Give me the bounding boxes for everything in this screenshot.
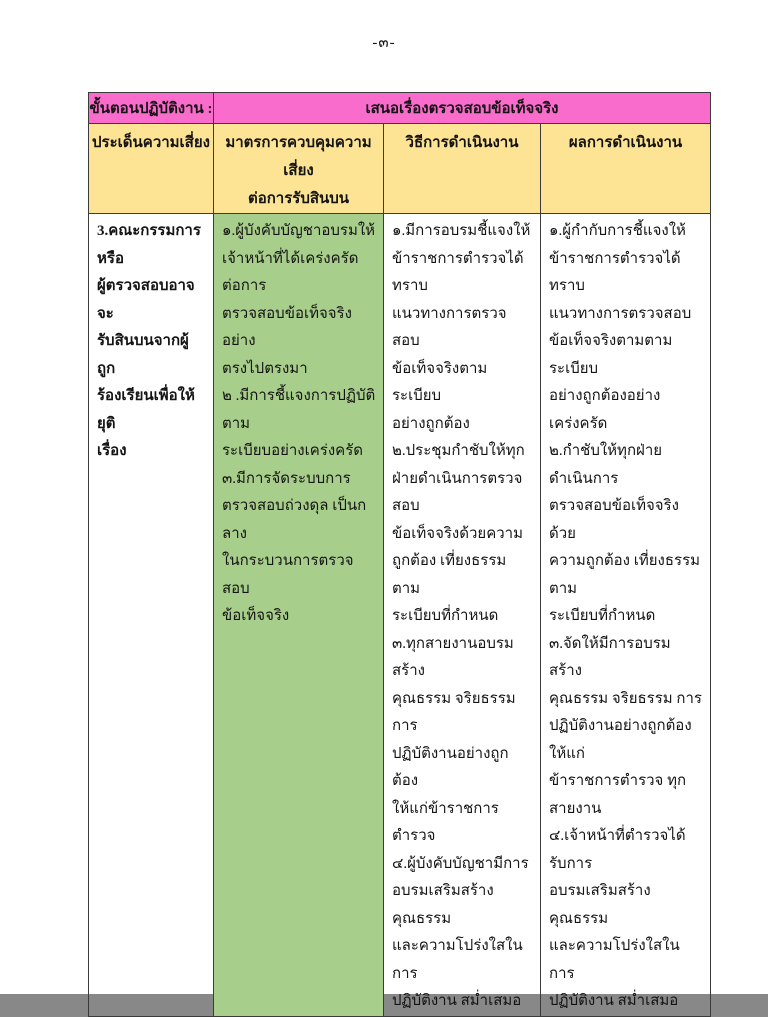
text-line: ปฏิบัติงานอย่างถูกต้องให้แก่ — [549, 718, 692, 762]
text-line: เจ้าหน้าที่ได้เคร่งครัดต่อการ — [222, 250, 359, 294]
text-line: ข้อเท็จจริงตามตามระเบียบ — [549, 333, 673, 377]
page-number: -๓- — [372, 35, 396, 51]
text-line: อบรมเสริมสร้างคุณธรรม — [392, 883, 494, 927]
text-line: ถูกต้อง เที่ยงธรรม ตาม — [392, 553, 507, 597]
text-line: ๒.กำชับให้ทุกฝ่ายดำเนินการ — [549, 443, 663, 487]
text-line: ๒ .มีการชี้แจงการปฏิบัติตาม — [222, 388, 376, 432]
risk-cell — [89, 214, 214, 1017]
step-header-row — [89, 93, 711, 124]
table-row — [89, 214, 711, 1017]
text-line: ประเด็นความเสี่ยง — [92, 135, 210, 151]
text-line: ข้อเท็จจริง — [222, 608, 290, 624]
text-line: และความโปร่งใสในการ — [392, 938, 523, 982]
methods-cell — [384, 214, 541, 1017]
text-line: ตรวจสอบข้อเท็จจริงด้วย — [549, 498, 679, 542]
text-line: ระเบียบที่กำหนด — [549, 608, 656, 624]
results-cell — [541, 214, 711, 1017]
text-line: แนวทางการตรวจสอบ — [392, 305, 507, 349]
column-header-risk — [89, 124, 214, 214]
text-line: ข้อเท็จจริงด้วยความ — [392, 525, 523, 542]
text-line: ตรวจสอบข้อเท็จจริงอย่าง — [222, 305, 352, 349]
text-line: ปฏิบัติงาน สม่ำเสมอ — [392, 993, 522, 1009]
text-line: ตรงไปตรงมา — [222, 360, 308, 377]
column-header-row — [89, 124, 711, 214]
text-line: ร้องเรียนเพื่อให้ยุติ — [97, 388, 195, 432]
text-line: และความโปร่งใสในการ — [549, 938, 680, 982]
text-line: รับสินบนจากผู้ถูก — [97, 333, 189, 377]
measures-cell — [214, 214, 384, 1017]
text-line: ๑.ผู้บังคับบัญชาอบรมให้ — [222, 223, 376, 239]
text-line: ข้าราชการตำรวจได้ทราบ — [549, 250, 681, 294]
text-line: ให้แก่ข้าราชการตำรวจ — [392, 800, 499, 844]
text-line: ผู้ตรวจสอบอาจจะ — [97, 278, 195, 322]
text-line: อบรมเสริมสร้างคุณธรรม — [549, 883, 651, 927]
text-line: ผลการดำเนินงาน — [568, 135, 683, 151]
step-value-cell: เสนอเรื่องตรวจสอบข้อเท็จจริง — [214, 93, 711, 124]
text-line: อย่างถูกต้อง — [392, 415, 470, 432]
step-label-cell: ขั้นตอนปฏิบัติงาน : — [89, 93, 214, 124]
text-line: ข้าราชการตำรวจได้ทราบ — [392, 250, 524, 294]
text-line: ความถูกต้อง เที่ยงธรรม ตาม — [549, 553, 701, 597]
text-line: ปฏิบัติงาน สม่ำเสมอ — [549, 993, 679, 1009]
risk-assessment-table — [88, 92, 711, 1017]
text-line: ข้าราชการตำรวจ ทุกสายงาน — [549, 773, 687, 817]
text-line: ระเบียบที่กำหนด — [392, 608, 499, 624]
text-line: 3.คณะกรรมการหรือ — [97, 223, 201, 267]
text-line: ข้อเท็จจริงตามระเบียบ — [392, 360, 488, 404]
text-line: ต่อการรับสินบน — [247, 191, 350, 207]
text-line: ๑.ผู้กำกับการชี้แจงให้ — [549, 223, 686, 239]
column-header-measures — [214, 124, 384, 214]
text-line: มาตรการควบคุมความเสี่ยง — [225, 135, 372, 179]
text-line: วิธีการดำเนินงาน — [405, 135, 519, 151]
text-line: แนวทางการตรวจสอบ — [549, 305, 692, 322]
text-line: อย่างถูกต้องอย่างเคร่งครัด — [549, 388, 661, 432]
text-line: คุณธรรม จริยธรรม การ — [392, 690, 516, 734]
text-line: คุณธรรม จริยธรรม การ — [549, 690, 702, 707]
column-header-results — [541, 124, 711, 214]
column-header-methods — [384, 124, 541, 214]
text-line: ๔.เจ้าหน้าที่ตำรวจได้รับการ — [549, 828, 686, 872]
text-line: ๒.ประชุมกำชับให้ทุก — [392, 443, 525, 459]
text-line: ในกระบวนการตรวจสอบ — [222, 553, 354, 597]
text-line: ฝ่ายดำเนินการตรวจสอบ — [392, 470, 523, 514]
text-line: ๔.ผู้บังคับบัญชามีการ — [392, 855, 529, 872]
text-line: เรื่อง — [97, 443, 127, 459]
text-line: ตรวจสอบถ่วงดุล เป็นกลาง — [222, 498, 367, 542]
text-line: ๑.มีการอบรมชี้แจงให้ — [392, 223, 531, 239]
text-line: ระเบียบอย่างเคร่งครัด — [222, 443, 363, 459]
text-line: ปฏิบัติงานอย่างถูกต้อง — [392, 745, 509, 789]
text-line: ๓.มีการจัดระบบการ — [222, 470, 351, 487]
text-line: ๓.จัดให้มีการอบรมสร้าง — [549, 635, 671, 679]
text-line: ๓.ทุกสายงานอบรมสร้าง — [392, 635, 514, 679]
